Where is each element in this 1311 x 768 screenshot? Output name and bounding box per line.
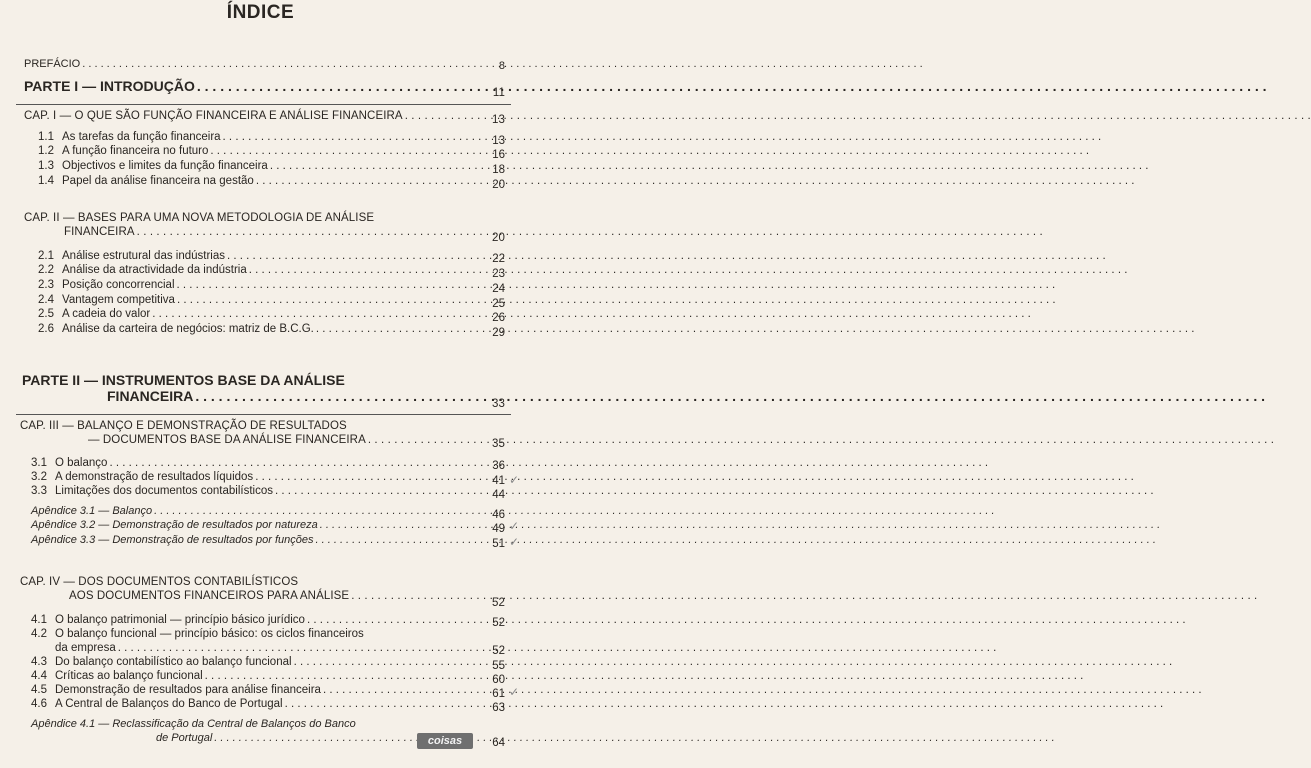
page-title: ÍNDICE	[226, 2, 295, 23]
page-number: 11	[492, 87, 505, 99]
section-number: 2.4	[38, 294, 54, 306]
toc-chapter-2	[64, 226, 485, 238]
toc-section	[31, 684, 485, 696]
section-number: 2.6	[38, 323, 54, 335]
section-label-cont: da empresa	[55, 642, 116, 654]
check-mark: ✓	[509, 535, 520, 549]
page-number: 18	[492, 164, 505, 176]
leader-dots	[214, 732, 1054, 744]
page-number: 16	[492, 149, 505, 161]
leader-dots	[118, 642, 997, 654]
page-number: 23	[492, 268, 505, 280]
toc-section	[31, 457, 485, 469]
leader-dots	[210, 145, 1089, 157]
section-number: 1.1	[38, 131, 54, 143]
section-number: 1.3	[38, 160, 54, 172]
section-label: As tarefas da função financeira	[62, 131, 221, 143]
leader-dots	[270, 160, 1149, 172]
part-label: PARTE I — INTRODUÇÃO	[24, 78, 195, 94]
leader-dots	[223, 131, 1102, 143]
leader-dots	[195, 388, 1265, 404]
section-label: A função financeira no futuro	[62, 145, 209, 157]
page-number: 13	[492, 135, 505, 147]
part-title-line1: PARTE II — INSTRUMENTOS BASE DA ANÁLISE	[22, 372, 345, 388]
page-number: 49	[492, 523, 505, 535]
section-number: 4.5	[31, 684, 47, 696]
leader-dots	[351, 590, 1257, 602]
leader-dots	[177, 294, 1056, 306]
section-label: Análise da atractividade da indústria	[62, 264, 247, 276]
page-number: 26	[492, 312, 505, 324]
toc-section	[38, 308, 485, 320]
appendix-line1: Apêndice 4.1 — Reclassificação da Central de Balanços do Banco	[31, 718, 356, 730]
section-number: 2.3	[38, 279, 54, 291]
section-label: A cadeia do valor	[62, 308, 151, 320]
toc-part-1	[24, 78, 485, 94]
chapter-label: AOS DOCUMENTOS FINANCEIROS PARA ANÁLISE	[69, 590, 350, 602]
page-number: 8	[498, 60, 505, 72]
leader-dots	[177, 279, 1056, 291]
toc-appendix	[31, 534, 485, 546]
section-label: Objectivos e limites da função financeira	[62, 160, 268, 172]
part-label: FINANCEIRA	[107, 388, 194, 404]
page-number: 52	[492, 597, 505, 609]
toc-section	[38, 264, 485, 276]
page-number: 20	[492, 179, 505, 191]
page-number: 52	[492, 617, 505, 629]
toc-section	[55, 642, 485, 654]
check-mark: ✓	[509, 519, 520, 533]
page-number: 51	[492, 538, 505, 550]
chapter-title-line1: CAP. III — BALANÇO E DEMONSTRAÇÃO DE RESULTADOS	[20, 420, 347, 432]
toc-section	[38, 294, 485, 306]
toc-section	[31, 471, 485, 483]
section-label: Limitações dos documentos contabilísticos	[55, 485, 273, 497]
leader-dots	[205, 670, 1084, 682]
section-label: Análise estrutural das indústrias	[62, 250, 225, 262]
page-number: 41	[492, 475, 505, 487]
section-label: A Central de Balanços do Banco de Portugal	[55, 698, 283, 710]
chapter-label: FINANCEIRA	[64, 226, 135, 238]
toc-section	[31, 614, 485, 626]
section-label: Demonstração de resultados para análise financeira	[55, 684, 321, 696]
divider	[16, 104, 511, 105]
toc-section	[38, 279, 485, 291]
toc-section	[31, 485, 485, 497]
section-number: 4.6	[31, 698, 47, 710]
leader-dots	[285, 698, 1164, 710]
toc-section	[38, 250, 485, 262]
toc-chapter-4	[69, 590, 485, 602]
section-number: 4.4	[31, 670, 47, 682]
check-mark: ✓	[509, 685, 520, 699]
leader-dots	[323, 684, 1202, 696]
leader-dots	[255, 471, 1134, 483]
section-label: Posição concorrencial	[62, 279, 175, 291]
toc-section-line1	[31, 628, 364, 640]
page-number: 36	[492, 460, 505, 472]
page-number: 52	[492, 645, 505, 657]
section-number: 4.1	[31, 614, 47, 626]
section-label: Papel da análise financeira na gestão	[62, 175, 254, 187]
leader-dots	[249, 264, 1128, 276]
page-number: 44	[492, 489, 505, 501]
appendix-label-cont: de Portugal	[156, 732, 213, 744]
section-number: 3.3	[31, 485, 47, 497]
section-label: Vantagem competitiva	[62, 294, 175, 306]
appendix-label: Apêndice 3.3 — Demonstração de resultados por funções	[31, 534, 314, 546]
leader-dots	[152, 308, 1031, 320]
section-number: 1.4	[38, 175, 54, 187]
page-number: 13	[492, 114, 505, 126]
toc-chapter-3	[88, 434, 485, 446]
leader-dots	[316, 534, 1156, 546]
leader-dots	[405, 110, 1311, 122]
page-number: 60	[492, 674, 505, 686]
leader-dots	[197, 78, 1267, 94]
toc-section	[38, 323, 485, 335]
toc-section	[31, 670, 485, 682]
page-number: 46	[492, 509, 505, 521]
leader-dots	[137, 226, 1043, 238]
page-number: 64	[492, 737, 505, 749]
section-number: 3.2	[31, 471, 47, 483]
entry-label: PREFÁCIO	[24, 58, 81, 70]
page-number: 24	[492, 283, 505, 295]
section-number: 2.1	[38, 250, 54, 262]
page-number: 25	[492, 298, 505, 310]
section-label: A demonstração de resultados líquidos	[55, 471, 254, 483]
section-number: 2.2	[38, 264, 54, 276]
section-number: 4.3	[31, 656, 47, 668]
appendix-label: Apêndice 3.2 — Demonstração de resultados por natureza	[31, 519, 318, 531]
leader-dots	[320, 519, 1160, 531]
page-number: 33	[492, 398, 505, 410]
chapter-title-line1: CAP. II — BASES PARA UMA NOVA METODOLOGIA DE ANÁLISE	[24, 212, 375, 224]
page-number: 20	[492, 232, 505, 244]
toc-appendix	[31, 519, 485, 531]
chapter-label: — DOCUMENTOS BASE DA ANÁLISE FINANCEIRA	[88, 434, 366, 446]
toc-section	[38, 160, 485, 172]
section-label: Críticas ao balanço funcional	[55, 670, 203, 682]
section-label: O balanço patrimonial — princípio básico jurídico	[55, 614, 305, 626]
stamp-logo: coisas	[417, 733, 473, 749]
section-number: 2.5	[38, 308, 54, 320]
toc-section	[31, 656, 485, 668]
leader-dots	[256, 175, 1135, 187]
leader-dots	[275, 485, 1154, 497]
section-label: Do balanço contabilístico ao balanço funcional	[55, 656, 292, 668]
toc-entry-prefacio	[24, 58, 485, 70]
toc-chapter-1	[24, 110, 485, 122]
appendix-label: Apêndice 3.1 — Balanço	[31, 505, 153, 517]
leader-dots	[316, 323, 1195, 335]
divider	[16, 414, 511, 415]
leader-dots	[227, 250, 1106, 262]
page-number: 29	[492, 327, 505, 339]
section-number: 4.2	[31, 628, 47, 640]
toc-section	[38, 131, 485, 143]
section-number: 1.2	[38, 145, 54, 157]
leader-dots	[307, 614, 1186, 626]
leader-dots	[109, 457, 988, 469]
page-number: 63	[492, 702, 505, 714]
leader-dots	[294, 656, 1173, 668]
section-label: O balanço funcional — princípio básico: os ciclos financeiros	[55, 628, 364, 640]
check-mark: ✓	[509, 473, 520, 487]
toc-section	[38, 145, 485, 157]
toc-section	[38, 175, 485, 187]
section-number: 3.1	[31, 457, 47, 469]
page-number: 35	[492, 438, 505, 450]
section-label: O balanço	[55, 457, 108, 469]
section-label: Análise da carteira de negócios: matriz de B.C.G.	[62, 323, 314, 335]
chapter-title-line1: CAP. IV — DOS DOCUMENTOS CONTABILÍSTICOS	[20, 576, 299, 588]
leader-dots	[154, 505, 994, 517]
page-number: 61	[492, 688, 505, 700]
chapter-label: CAP. I — O QUE SÃO FUNÇÃO FINANCEIRA E ANÁLISE FINANCEIRA	[24, 110, 403, 122]
toc-appendix	[31, 505, 485, 517]
page-number: 55	[492, 660, 505, 672]
toc-section	[31, 698, 485, 710]
toc-part-2	[107, 388, 485, 404]
page-number: 22	[492, 253, 505, 265]
